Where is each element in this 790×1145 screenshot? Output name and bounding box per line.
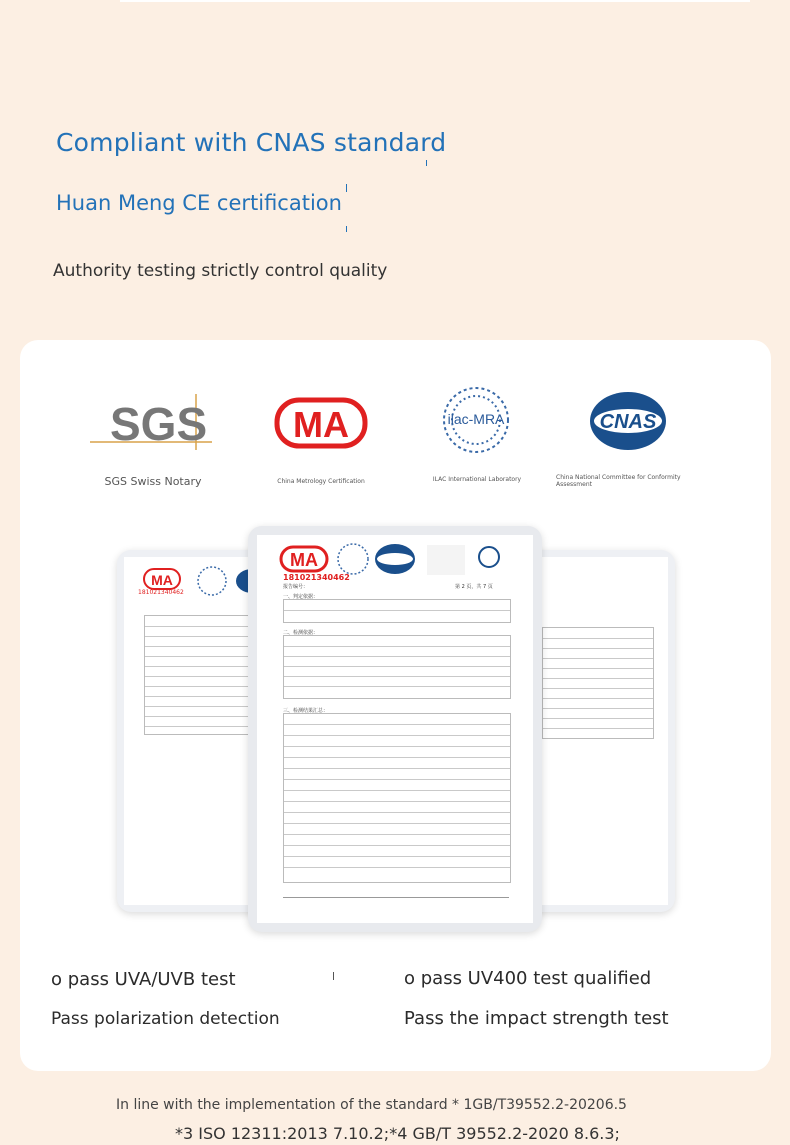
methods-table	[283, 635, 511, 699]
feature-polarization: Pass polarization detection	[51, 1009, 280, 1029]
decor-tick	[333, 972, 334, 980]
report-page-front	[248, 526, 542, 932]
standard-line-2: *3 ISO 12311:2013 7.10.2;*4 GB/T 39552.2-2020 8.6.3;	[175, 1124, 620, 1143]
sgs-logo	[88, 392, 216, 452]
svg-text:ilac-MRA: ilac-MRA	[447, 411, 505, 427]
ilac-caption: ILAC International Laboratory	[432, 476, 522, 483]
standard-line-1: In line with the implementation of the standard * 1GB/T39552.2-20206.5	[116, 1097, 627, 1113]
feature-uva-uvb: o pass UVA/UVB test	[51, 969, 236, 990]
feature-uv400: o pass UV400 test qualified	[404, 968, 652, 989]
svg-text:MA: MA	[290, 550, 318, 570]
decor-tick	[346, 226, 347, 232]
footer-line	[283, 897, 509, 898]
cnas-caption: China National Committee for Conformity Assessment	[556, 474, 681, 488]
section-methods: 二、检测依据：	[283, 630, 319, 636]
ma-logo	[274, 397, 368, 449]
decor-tick	[426, 160, 427, 166]
cert-number: 181021340462	[138, 589, 184, 596]
results-table	[283, 713, 511, 883]
title-ce: Huan Meng CE certification	[56, 191, 342, 215]
page-number: 第 2 页，共 7 页	[455, 584, 493, 590]
top-divider	[120, 0, 750, 2]
section-results: 三、检测结果汇总：	[283, 708, 329, 714]
ma-caption: China Metrology Certification	[277, 478, 365, 485]
cnas-logo	[588, 390, 668, 452]
ilac-logo	[440, 384, 512, 456]
svg-text:MA: MA	[151, 572, 173, 588]
cert-number: 181021340462	[283, 573, 350, 582]
subtitle: Authority testing strictly control quality	[53, 261, 388, 281]
svg-text:MA: MA	[293, 404, 349, 445]
result-table	[542, 627, 654, 739]
section-basis: 一、判定依据：	[283, 594, 319, 600]
certificate-card	[20, 340, 771, 1071]
basis-table	[283, 599, 511, 623]
sgs-caption: SGS Swiss Notary	[104, 475, 202, 488]
decor-tick	[346, 184, 347, 192]
svg-text:CNAS: CNAS	[599, 411, 657, 433]
title-cnas: Compliant with CNAS standard	[56, 128, 447, 157]
report-number: 报告编号：	[283, 584, 309, 590]
svg-text:SGS: SGS	[110, 398, 208, 450]
feature-impact: Pass the impact strength test	[404, 1008, 669, 1029]
